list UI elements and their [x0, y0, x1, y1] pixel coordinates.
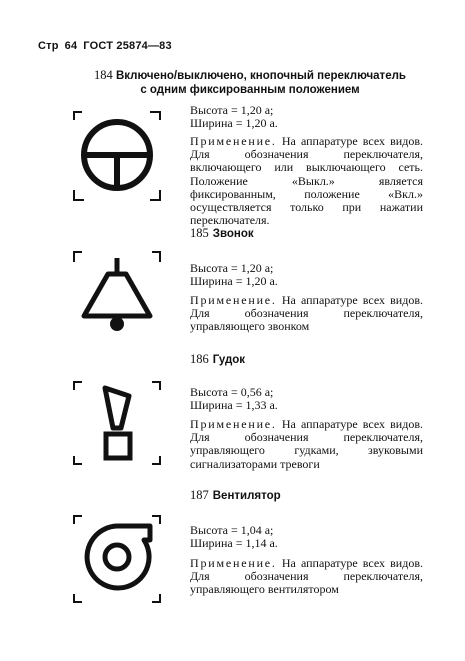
standard-number: ГОСТ 25874—83: [83, 40, 172, 52]
section-184-title: [40, 68, 460, 97]
section-185-title: [190, 226, 254, 241]
section-187-application-text: На аппаратуре всех видов. Для обозначения переключателя, управляющего вентилятором: [190, 556, 424, 597]
section-184-application-label: Применение.: [190, 134, 277, 148]
horn-symbol-icon: [68, 376, 168, 476]
section-184-dimensions: [190, 104, 278, 130]
section-185-number: 185: [190, 226, 209, 240]
page-header: [38, 40, 178, 52]
section-184-title-line2: с одним фиксированным положением: [140, 84, 360, 96]
section-187-application-label: Применение.: [190, 556, 277, 570]
section-185-application-label: Применение.: [190, 293, 277, 307]
section-187-name: Вентилятор: [212, 490, 281, 502]
section-186-number: 186: [190, 352, 209, 366]
page-number: 64: [64, 40, 78, 52]
section-186-dimensions: [190, 386, 278, 412]
section-185-width: Ширина = 1,20 а.: [190, 274, 278, 288]
section-184-number: 184: [94, 68, 113, 82]
section-184-width: Ширина = 1,20 а.: [190, 116, 278, 130]
section-184-height: Высота = 1,20 а;: [190, 103, 274, 117]
section-186-application: [190, 418, 423, 471]
section-185-application: [190, 294, 423, 334]
section-186-name: Гудок: [212, 354, 246, 366]
section-185-dimensions: [190, 262, 278, 288]
section-187-width: Ширина = 1,14 а.: [190, 536, 278, 550]
section-187-dimensions: [190, 524, 278, 550]
section-187-height: Высота = 1,04 а;: [190, 523, 274, 537]
page-label: Стр: [38, 40, 59, 52]
section-187-application: [190, 557, 423, 597]
section-185-height: Высота = 1,20 а;: [190, 261, 274, 275]
section-184-application-text: На аппаратуре всех видов. Для обозначения переключателя, включающего или выключающего сеть. Положение «Выкл.» является фиксированным, положение «Вкл.» осуществляется только при нажатии переключателя.: [190, 134, 424, 228]
section-184-application: [190, 135, 423, 227]
bell-symbol-icon: [68, 248, 168, 338]
section-186-width: Ширина = 1,33 а.: [190, 398, 278, 412]
section-186-application-label: Применение.: [190, 417, 277, 431]
section-185-name: Звонок: [212, 228, 254, 240]
section-186-title: [190, 352, 245, 367]
section-186-height: Высота = 0,56 а;: [190, 385, 274, 399]
fan-symbol-icon: [68, 510, 168, 610]
section-185-application-text: На аппаратуре всех видов. Для обозначения переключателя, управляющего звонком: [190, 293, 424, 334]
section-186-application-text: На аппаратуре всех видов. Для обозначения переключателя, управляющего гудками, звуковыми сигнализаторами тревоги: [190, 417, 424, 471]
section-187-title: [190, 488, 281, 503]
section-187-number: 187: [190, 488, 209, 502]
power-switch-symbol-icon: [68, 108, 168, 208]
section-184-title-line1: Включено/выключено, кнопочный переключатель: [115, 70, 406, 82]
